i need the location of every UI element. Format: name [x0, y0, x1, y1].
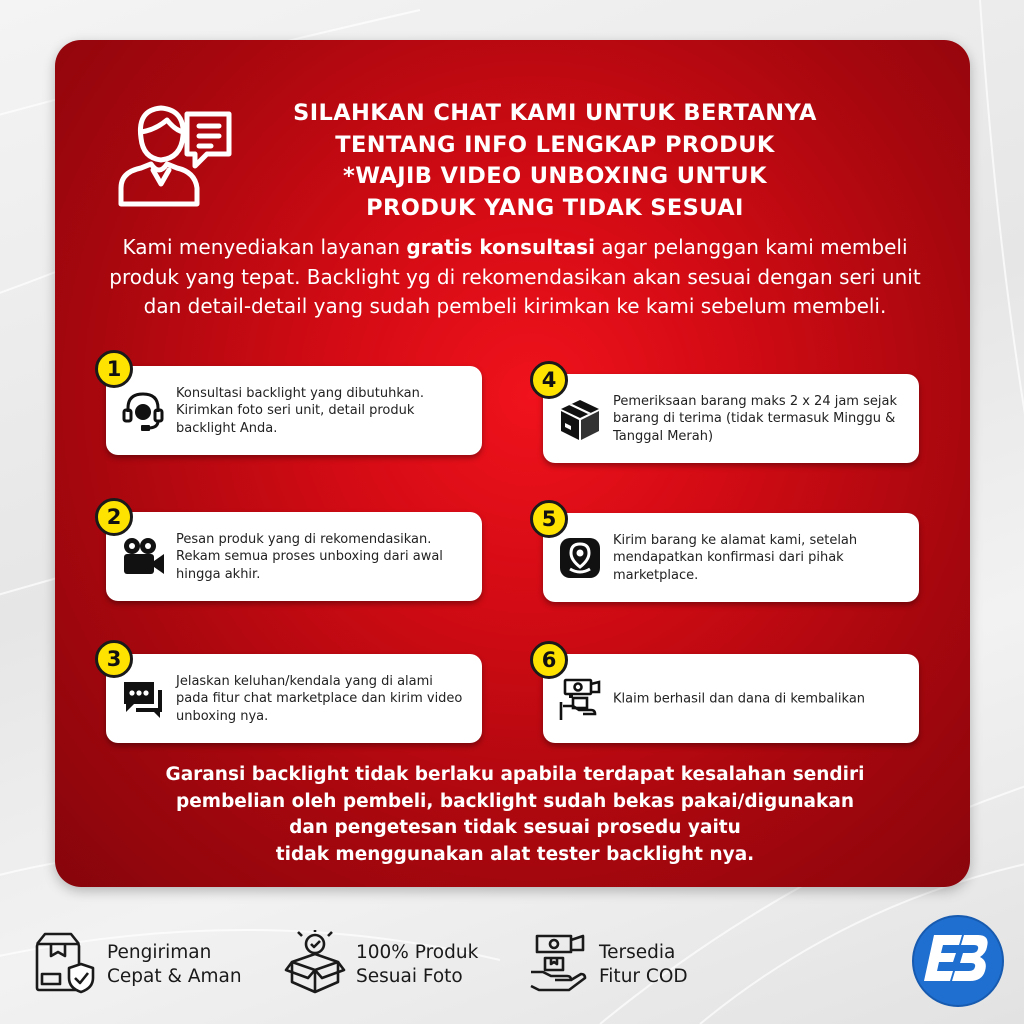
- step-badge: 2: [95, 498, 133, 536]
- location-pin-icon: [557, 535, 603, 581]
- secure-delivery-icon: [33, 930, 99, 996]
- step-card-3: [106, 654, 482, 743]
- warranty-note-line: Garansi backlight tidak berlaku apabila terdapat kesalahan sendiri: [165, 764, 865, 785]
- refund-money-icon: [557, 676, 603, 722]
- step-badge: 1: [95, 350, 133, 388]
- step-badge: 3: [95, 640, 133, 678]
- step-badge: 4: [530, 361, 568, 399]
- chat-bubbles-icon: [120, 676, 166, 722]
- step-card-2: [106, 512, 482, 601]
- step-card-5: [543, 513, 919, 602]
- feature-label-line: Fitur COD: [599, 966, 688, 987]
- feature-label-line: Sesuai Foto: [356, 966, 463, 987]
- step-text: Pesan produk yang di rekomendasikan. Rekam semua proses unboxing dari awal hingga akhir.: [176, 531, 443, 582]
- feature-label: [599, 941, 688, 989]
- step-card-6: [543, 654, 919, 743]
- intro-text: agar pelanggan kami membeli produk yang tepat. Backlight yg di rekomendasikan akan sesuai dengan seri unit dan detail-detail yang sudah pembeli kirimkan ke kami sebelum membeli.: [109, 235, 921, 318]
- warranty-note-line: dan pengetesan tidak sesuai prosedu yaitu: [289, 817, 741, 838]
- warranty-note-line: pembelian oleh pembeli, backlight sudah bekas pakai/digunakan: [176, 790, 854, 812]
- feature-label: [356, 941, 478, 989]
- feature-label-line: Cepat & Aman: [107, 966, 242, 987]
- video-camera-icon: [120, 534, 166, 580]
- customer-service-chat-icon: [115, 100, 235, 208]
- warranty-note-line: tidak menggunakan alat tester backlight nya.: [275, 843, 755, 865]
- headline-line: PRODUK YANG TIDAK SESUAI: [366, 194, 744, 221]
- step-badge: 6: [530, 641, 568, 679]
- step-text: Jelaskan keluhan/kendala yang di alami pada fitur chat marketplace dan kirim video unboxing nya.: [176, 673, 463, 724]
- headset-support-icon: [120, 388, 166, 434]
- step-text: Konsultasi backlight yang dibutuhkan. Kirimkan foto seri unit, detail produk backlight Anda.: [176, 385, 424, 436]
- step-text: Klaim berhasil dan dana di kembalikan: [613, 690, 866, 706]
- step-text: Pemeriksaan barang maks 2 x 24 jam sejak barang di terima (tidak termasuk Minggu & Tanggal Merah): [613, 393, 897, 444]
- headline-line: *WAJIB VIDEO UNBOXING UNTUK: [343, 163, 767, 189]
- intro-highlight: gratis konsultasi: [406, 235, 595, 259]
- intro-paragraph: [100, 233, 930, 322]
- feature-label-line: 100% Produk: [356, 942, 479, 963]
- package-box-icon: [557, 396, 603, 442]
- step-card-1: [106, 366, 482, 455]
- feature-label: [107, 941, 242, 989]
- warranty-note: [110, 762, 920, 868]
- intro-text: Kami menyediakan layanan: [122, 235, 407, 259]
- headline: [240, 98, 870, 224]
- headline-line: TENTANG INFO LENGKAP PRODUK: [335, 131, 775, 158]
- step-card-4: [543, 374, 919, 463]
- headline-line: SILAHKAN CHAT KAMI UNTUK BERTANYA: [293, 100, 817, 126]
- feature-label-line: Tersedia: [599, 942, 676, 963]
- feature-label-line: Pengiriman: [107, 942, 212, 963]
- verified-box-icon: [282, 930, 348, 996]
- step-text: Kirim barang ke alamat kami, setelah mendapatkan konfirmasi dari pihak marketplace.: [613, 532, 858, 583]
- step-badge: 5: [530, 500, 568, 538]
- cod-payment-icon: [525, 930, 591, 996]
- brand-logo: [912, 915, 1004, 1007]
